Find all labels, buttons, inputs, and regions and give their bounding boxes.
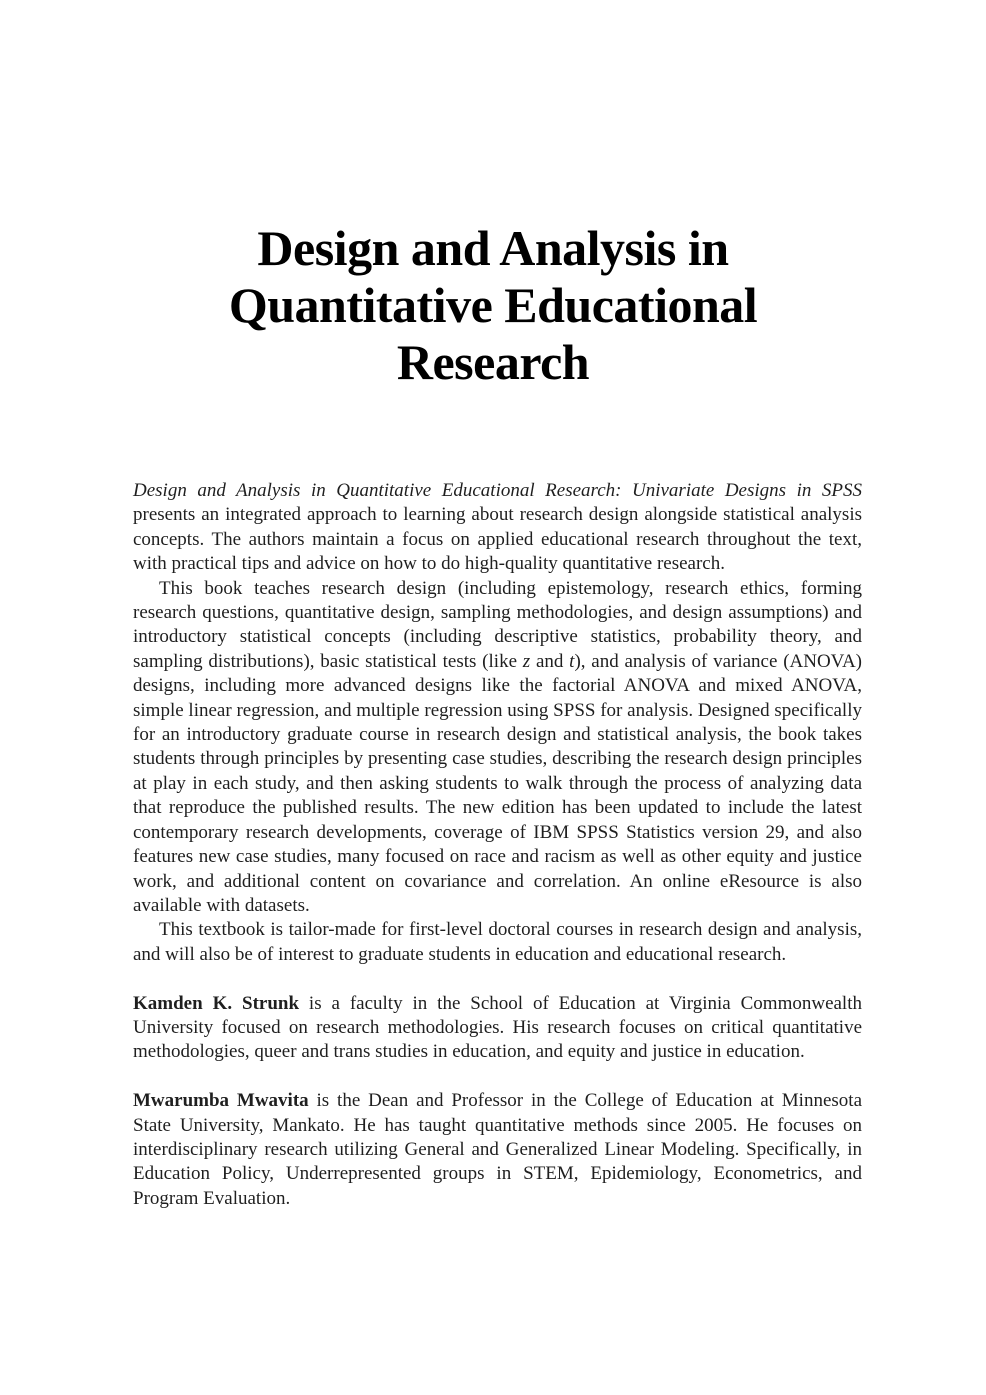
book-title-line-2: Quantitative Educational bbox=[228, 277, 758, 333]
book-title-line-1: Design and Analysis in bbox=[257, 220, 729, 276]
book-title-line-3: Research bbox=[396, 334, 590, 390]
author-bio-strunk: Kamden K. Strunk is a faculty in the School of Education at Virginia Commonwealth University focused on research methodologies. His research focuses on critical quantitative methodologies, queer and trans studies in education, and equity and justice in education. bbox=[133, 992, 862, 1063]
description-paragraph-contents: This book teaches research design (including epistemology, research ethics, forming research questions, quantitative design, sampling methodologies, and design assumptions) and introductory statistical concepts (including descriptive statistics, probability theory, and sampling distributions), basic statistical tests (like z and t), and analysis of variance (ANOVA) designs, including more advanced designs like the factorial ANOVA and mixed ANOVA, simple linear regression, and multiple regression using SPSS for analysis. Designed specifically for an introductory graduate course in research design and statistical analysis, the book takes students through principles by presenting case studies, describing the research design principles at play in each study, and then asking students to walk through the process of analyzing data that reproduce the published results. The new edition has been updated to include the latest contemporary research developments, coverage of IBM SPSS Statistics version 29, and also features new case studies, many focused on race and racism as well as other equity and justice work, and additional content on covariance and correlation. An online eResource is also available with datasets. bbox=[133, 577, 863, 916]
description-paragraph-audience: This textbook is tailor-made for first-level doctoral courses in research design and analysis, and will also be of interest to graduate students in education and educational research. bbox=[133, 919, 862, 965]
author-bio-mwavita: Mwarumba Mwavita is the Dean and Professor in the College of Education at Minnesota State University, Mankato. He has taught quantitative methods since 2005. He focuses on interdisciplinary research utilizing General and Generalized Linear Modeling. Specifically, in Education Policy, Underrepresented groups in STEM, Epidemiology, Econometrics, and Program Evaluation. bbox=[133, 1090, 862, 1209]
book-title bbox=[0, 220, 986, 391]
text-block bbox=[133, 479, 862, 1211]
description-paragraph-intro: Design and Analysis in Quantitative Educational Research: Univariate Designs in SPSS presents an integrated approach to learning about research design alongside statistical analysis concepts. The authors maintain a focus on applied educational research throughout the text, with practical tips and advice on how to do high-quality quantitative research. bbox=[133, 480, 862, 575]
